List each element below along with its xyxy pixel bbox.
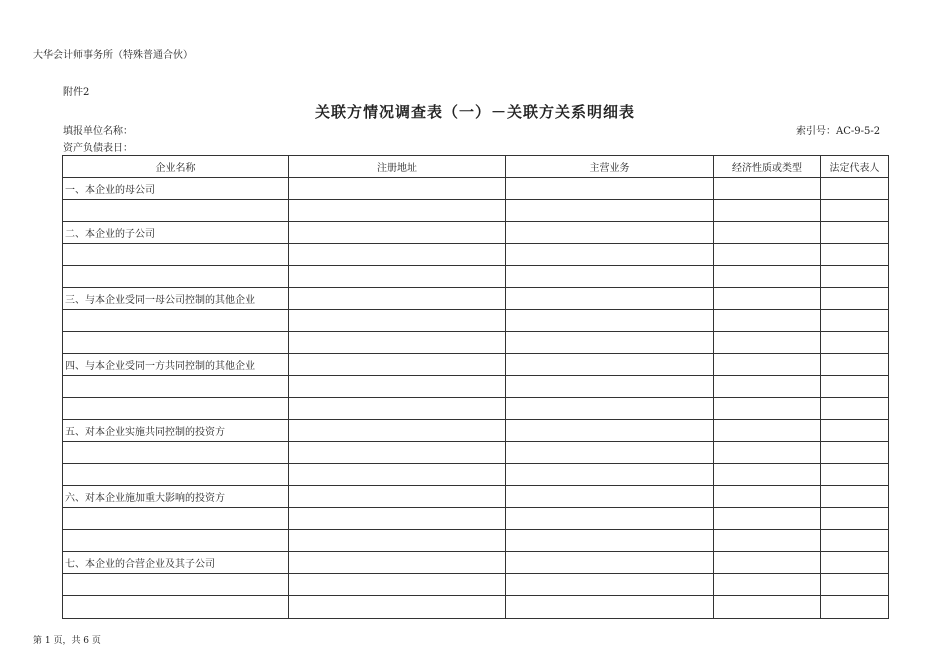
company-name-cell[interactable]: 七、本企业的合营企业及其子公司 — [63, 552, 289, 574]
table-row — [63, 200, 889, 222]
column-header-company-name: 企业名称 — [63, 156, 289, 178]
registered-address-cell[interactable] — [289, 376, 506, 398]
table-row — [63, 266, 889, 288]
main-business-cell[interactable] — [506, 178, 714, 200]
table-row — [63, 398, 889, 420]
table-row — [63, 508, 889, 530]
section-row — [63, 420, 889, 442]
legal-representative-cell[interactable] — [821, 200, 889, 222]
legal-representative-cell[interactable] — [821, 244, 889, 266]
legal-representative-cell[interactable] — [821, 222, 889, 244]
economic-nature-cell[interactable] — [714, 596, 821, 619]
company-name-cell[interactable] — [63, 332, 289, 354]
company-name-cell[interactable] — [63, 200, 289, 222]
legal-representative-cell[interactable] — [821, 552, 889, 574]
registered-address-cell[interactable] — [289, 354, 506, 376]
main-business-cell[interactable] — [506, 200, 714, 222]
legal-representative-cell[interactable] — [821, 442, 889, 464]
economic-nature-cell[interactable] — [714, 530, 821, 552]
main-business-cell[interactable] — [506, 442, 714, 464]
company-name-cell[interactable]: 二、本企业的子公司 — [63, 222, 289, 244]
main-business-cell[interactable] — [506, 376, 714, 398]
company-name-cell[interactable] — [63, 442, 289, 464]
registered-address-cell[interactable] — [289, 486, 506, 508]
table-header-row — [63, 156, 889, 178]
economic-nature-cell[interactable] — [714, 442, 821, 464]
registered-address-cell[interactable] — [289, 552, 506, 574]
main-business-cell[interactable] — [506, 486, 714, 508]
main-business-cell[interactable] — [506, 310, 714, 332]
economic-nature-cell[interactable] — [714, 288, 821, 310]
economic-nature-cell[interactable] — [714, 354, 821, 376]
registered-address-cell[interactable] — [289, 464, 506, 486]
page-title: 关联方情况调查表（一）－关联方关系明细表 — [314, 103, 635, 121]
company-name-cell[interactable] — [63, 508, 289, 530]
economic-nature-cell[interactable] — [714, 178, 821, 200]
company-name-cell[interactable] — [63, 398, 289, 420]
economic-nature-cell[interactable] — [714, 244, 821, 266]
section-row — [63, 222, 889, 244]
index-number-label: 索引号：AC-9-5-2 — [796, 126, 881, 137]
related-party-table — [62, 155, 889, 619]
company-name-cell[interactable]: 三、与本企业受同一母公司控制的其他企业 — [63, 288, 289, 310]
registered-address-cell[interactable] — [289, 288, 506, 310]
economic-nature-cell[interactable] — [714, 332, 821, 354]
legal-representative-cell[interactable] — [821, 310, 889, 332]
main-business-cell[interactable] — [506, 354, 714, 376]
main-business-cell[interactable] — [506, 464, 714, 486]
main-business-cell[interactable] — [506, 398, 714, 420]
economic-nature-cell[interactable] — [714, 420, 821, 442]
main-business-cell[interactable] — [506, 552, 714, 574]
legal-representative-cell[interactable] — [821, 596, 889, 619]
registered-address-cell[interactable] — [289, 178, 506, 200]
table-row — [63, 332, 889, 354]
main-business-cell[interactable] — [506, 222, 714, 244]
economic-nature-cell[interactable] — [714, 574, 821, 596]
section-row — [63, 486, 889, 508]
legal-representative-cell[interactable] — [821, 464, 889, 486]
main-business-cell[interactable] — [506, 508, 714, 530]
registered-address-cell[interactable] — [289, 200, 506, 222]
economic-nature-cell[interactable] — [714, 464, 821, 486]
main-business-cell[interactable] — [506, 288, 714, 310]
company-name-cell[interactable] — [63, 574, 289, 596]
registered-address-cell[interactable] — [289, 442, 506, 464]
main-business-cell[interactable] — [506, 596, 714, 619]
page-number: 第 1 页，共 6 页 — [33, 636, 101, 646]
table-row — [63, 244, 889, 266]
company-name-cell[interactable] — [63, 376, 289, 398]
registered-address-cell[interactable] — [289, 244, 506, 266]
company-name-cell[interactable] — [63, 266, 289, 288]
economic-nature-cell[interactable] — [714, 310, 821, 332]
economic-nature-cell[interactable] — [714, 266, 821, 288]
main-business-cell[interactable] — [506, 332, 714, 354]
registered-address-cell[interactable] — [289, 332, 506, 354]
legal-representative-cell[interactable] — [821, 354, 889, 376]
company-name-cell[interactable] — [63, 530, 289, 552]
economic-nature-cell[interactable] — [714, 552, 821, 574]
company-name-cell[interactable]: 六、对本企业施加重大影响的投资方 — [63, 486, 289, 508]
column-header-registered-address: 注册地址 — [289, 156, 506, 178]
company-name-cell[interactable] — [63, 596, 289, 619]
table-row — [63, 310, 889, 332]
economic-nature-cell[interactable] — [714, 200, 821, 222]
legal-representative-cell[interactable] — [821, 486, 889, 508]
main-business-cell[interactable] — [506, 244, 714, 266]
economic-nature-cell[interactable] — [714, 398, 821, 420]
main-business-cell[interactable] — [506, 420, 714, 442]
legal-representative-cell[interactable] — [821, 398, 889, 420]
legal-representative-cell[interactable] — [821, 420, 889, 442]
company-name-cell[interactable]: 四、与本企业受同一方共同控制的其他企业 — [63, 354, 289, 376]
column-header-legal-representative: 法定代表人 — [821, 156, 889, 178]
registered-address-cell[interactable] — [289, 574, 506, 596]
table-row — [63, 376, 889, 398]
unit-name-label: 填报单位名称： — [63, 126, 133, 137]
section-row — [63, 354, 889, 376]
firm-name: 大华会计师事务所（特殊普通合伙） — [33, 50, 193, 61]
economic-nature-cell[interactable] — [714, 376, 821, 398]
registered-address-cell[interactable] — [289, 310, 506, 332]
table-row — [63, 464, 889, 486]
registered-address-cell[interactable] — [289, 420, 506, 442]
table-row — [63, 530, 889, 552]
section-row — [63, 552, 889, 574]
legal-representative-cell[interactable] — [821, 332, 889, 354]
legal-representative-cell[interactable] — [821, 178, 889, 200]
registered-address-cell[interactable] — [289, 222, 506, 244]
table-row — [63, 442, 889, 464]
company-name-cell[interactable] — [63, 464, 289, 486]
table-row — [63, 596, 889, 619]
main-business-cell[interactable] — [506, 530, 714, 552]
economic-nature-cell[interactable] — [714, 486, 821, 508]
legal-representative-cell[interactable] — [821, 266, 889, 288]
legal-representative-cell[interactable] — [821, 574, 889, 596]
section-row — [63, 288, 889, 310]
section-row — [63, 178, 889, 200]
main-business-cell[interactable] — [506, 574, 714, 596]
main-business-cell[interactable] — [506, 266, 714, 288]
registered-address-cell[interactable] — [289, 508, 506, 530]
column-header-main-business: 主营业务 — [506, 156, 714, 178]
company-name-cell[interactable] — [63, 244, 289, 266]
legal-representative-cell[interactable] — [821, 376, 889, 398]
economic-nature-cell[interactable] — [714, 222, 821, 244]
economic-nature-cell[interactable] — [714, 508, 821, 530]
legal-representative-cell[interactable] — [821, 288, 889, 310]
registered-address-cell[interactable] — [289, 596, 506, 619]
column-header-economic-nature: 经济性质或类型 — [714, 156, 821, 178]
attachment-label: 附件2 — [63, 87, 90, 98]
table-row — [63, 574, 889, 596]
registered-address-cell[interactable] — [289, 398, 506, 420]
legal-representative-cell[interactable] — [821, 508, 889, 530]
balance-sheet-date-label: 资产负债表日： — [63, 143, 133, 154]
registered-address-cell[interactable] — [289, 266, 506, 288]
company-name-cell[interactable]: 一、本企业的母公司 — [63, 178, 289, 200]
company-name-cell[interactable] — [63, 310, 289, 332]
registered-address-cell[interactable] — [289, 530, 506, 552]
legal-representative-cell[interactable] — [821, 530, 889, 552]
company-name-cell[interactable]: 五、对本企业实施共同控制的投资方 — [63, 420, 289, 442]
